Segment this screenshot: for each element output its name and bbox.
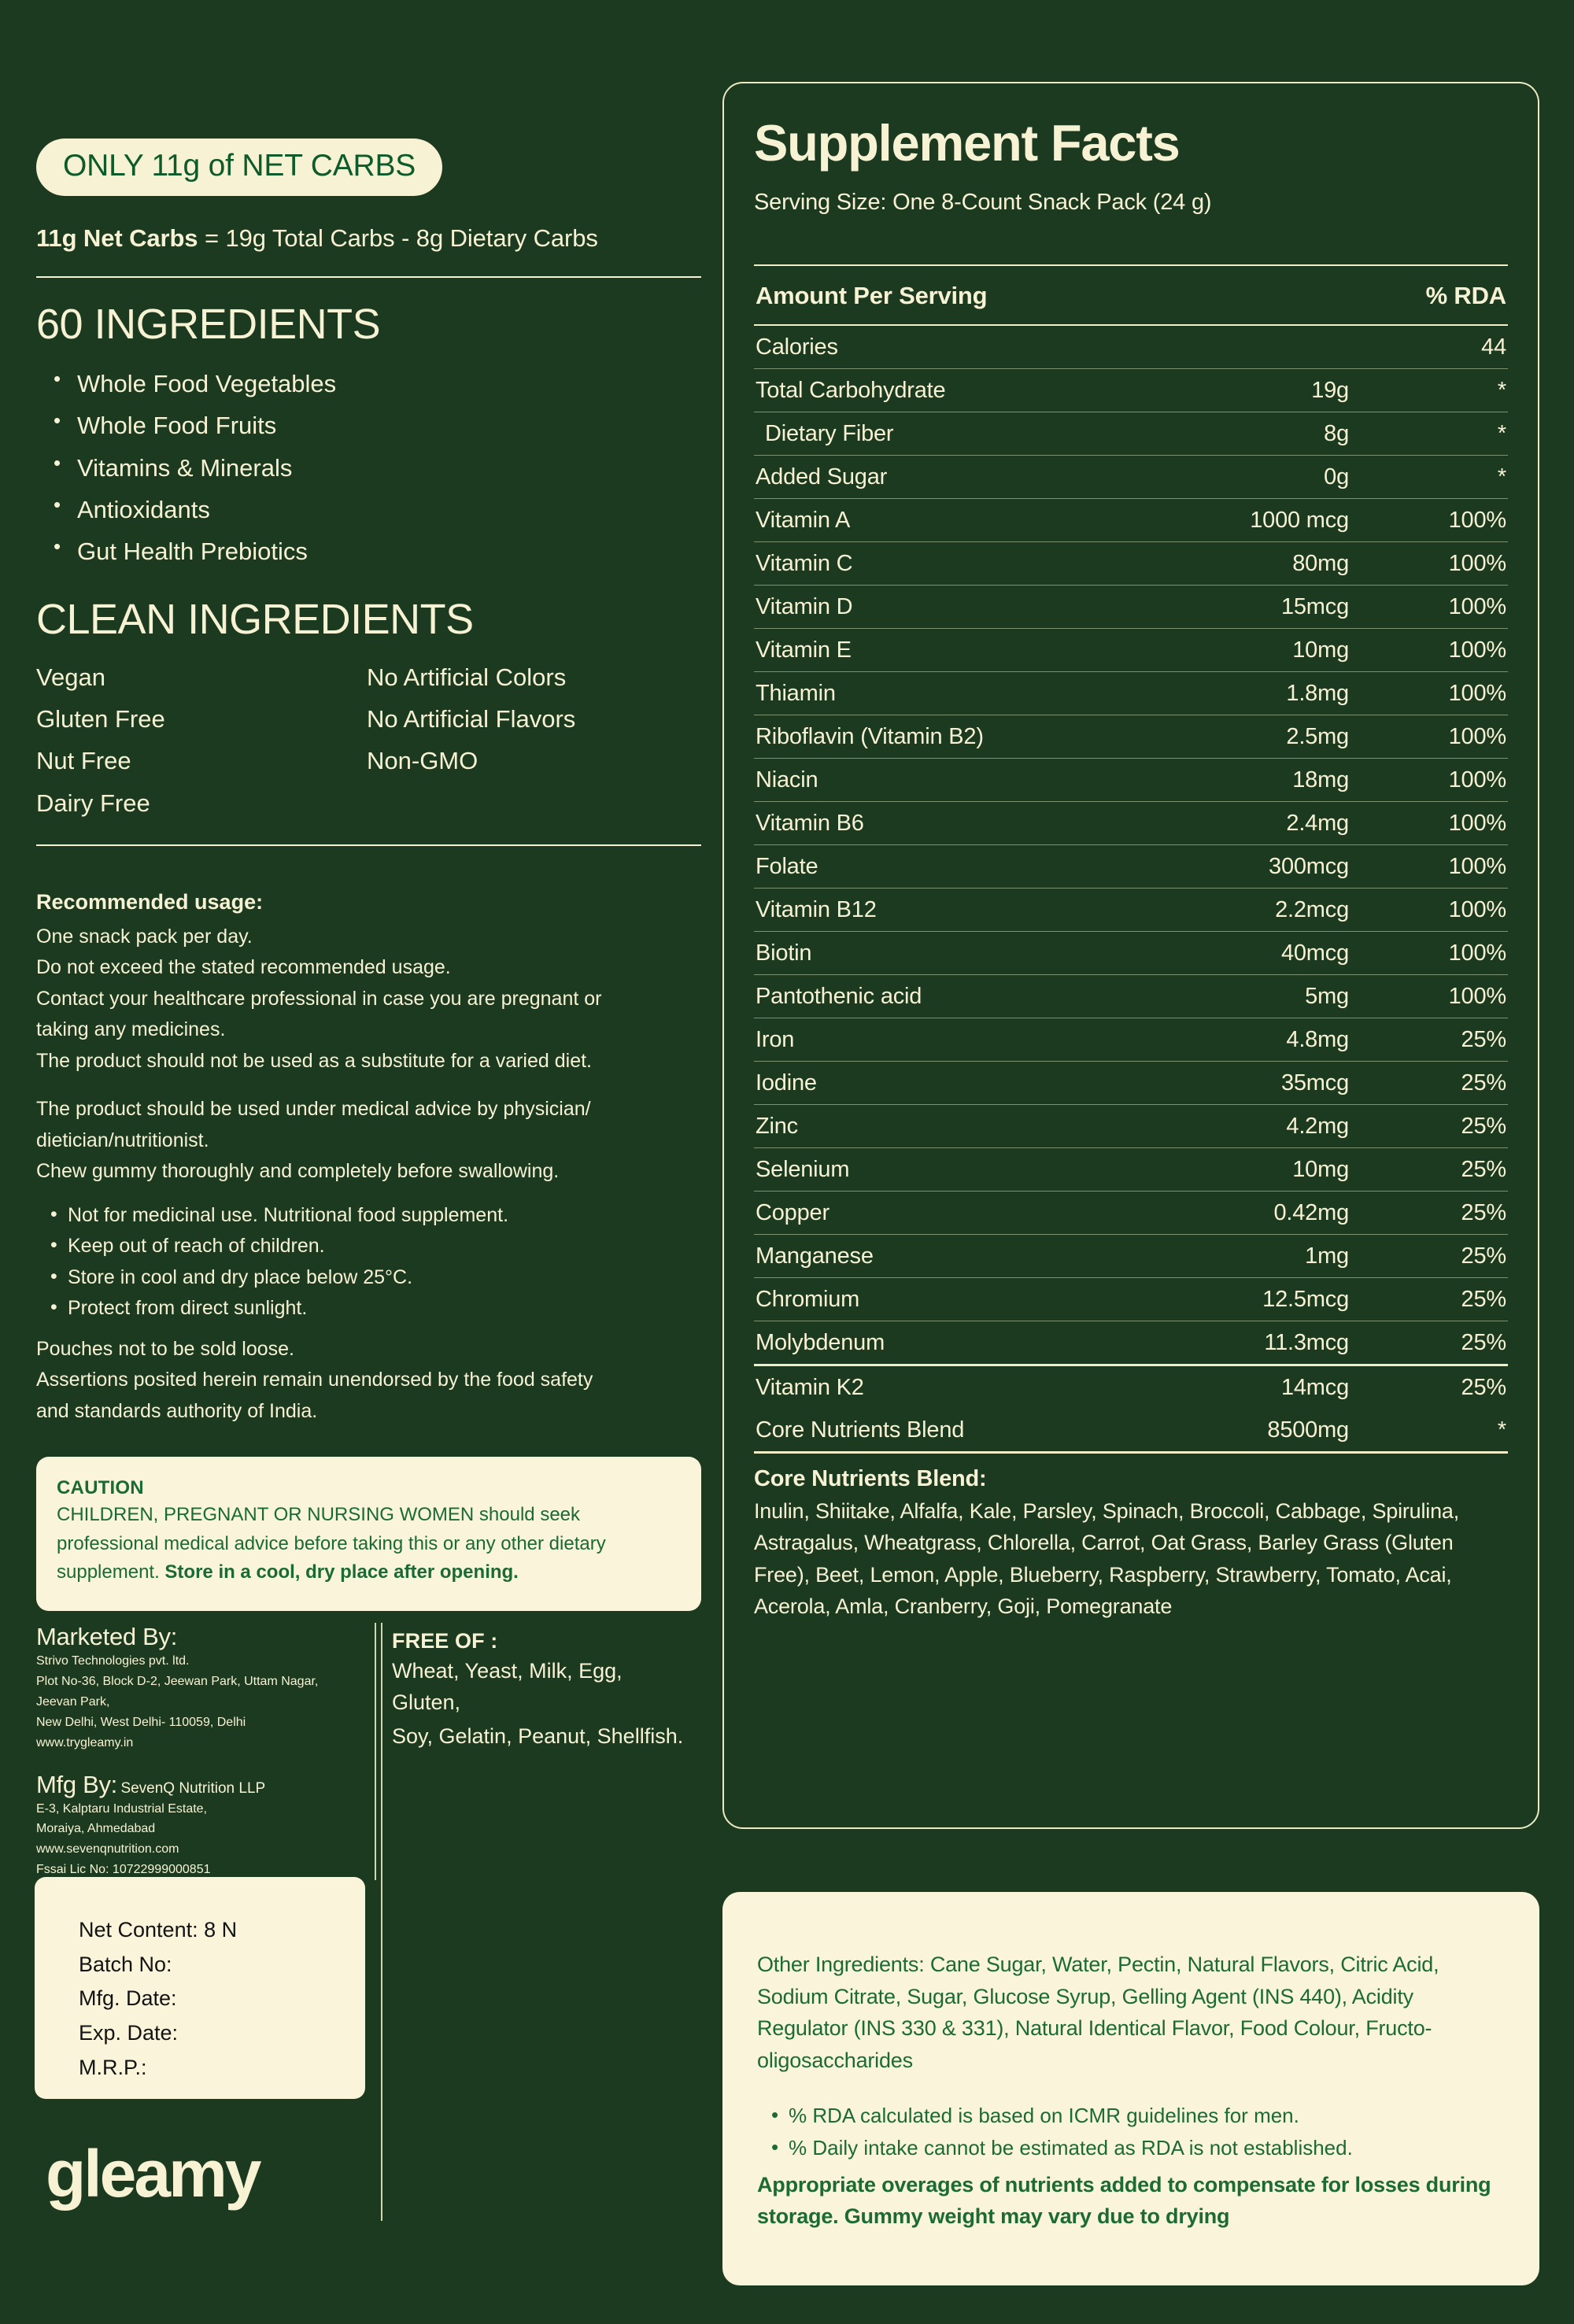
- list-item: • Protect from direct sunlight.: [36, 1293, 701, 1325]
- nutrient-amount: 0.42mg: [1143, 1191, 1404, 1234]
- table-row: [754, 585, 1508, 628]
- nutrient-amount: 0g: [1143, 455, 1404, 498]
- nutrient-amount: 4.8mg: [1143, 1018, 1404, 1061]
- clean-attr-non-gmo: Non-GMO: [367, 747, 478, 775]
- clean-attr-no-artificial-flavors: No Artificial Flavors: [367, 704, 576, 733]
- nutrient-amount: 1mg: [1143, 1234, 1404, 1277]
- table-row: [754, 1018, 1508, 1061]
- net-content-box: [35, 1877, 365, 2099]
- divider-under-clean: [36, 844, 701, 846]
- nutrient-name: Vitamin B12: [754, 888, 1143, 931]
- exp-date-line: Exp. Date:: [79, 2021, 179, 2045]
- table-row: [754, 498, 1508, 541]
- nutrient-rda: 25%: [1404, 1018, 1508, 1061]
- clean-attr-gluten-free: Gluten Free: [36, 704, 165, 733]
- table-row: [754, 844, 1508, 888]
- supplement-facts-panel: [722, 82, 1539, 1829]
- nutrient-amount: 8500mg: [1143, 1409, 1404, 1453]
- nutrient-amount: 2.2mcg: [1143, 888, 1404, 931]
- clean-attr-nut-free: Nut Free: [36, 747, 131, 775]
- recommended-usage-block: [36, 890, 701, 1428]
- company-info-zone: [36, 1623, 701, 1880]
- usage-title: Recommended usage:: [36, 889, 264, 914]
- marketed-by-title: Marketed By:: [36, 1623, 178, 1650]
- table-row: [754, 455, 1508, 498]
- usage-tail-line: and standards authority of India.: [36, 1399, 318, 1422]
- table-row: [754, 888, 1508, 931]
- table-row: [754, 412, 1508, 455]
- nutrient-rda: *: [1404, 412, 1508, 455]
- mfg-line: E-3, Kalptaru Industrial Estate,: [36, 1801, 207, 1816]
- nutrient-name: Folate: [754, 844, 1143, 888]
- clean-attr-spacer: [367, 782, 701, 824]
- serving-size: Serving Size: One 8-Count Snack Pack (24 g): [754, 189, 1212, 215]
- table-row: [754, 1234, 1508, 1277]
- list-item: • Whole Food Fruits: [36, 405, 701, 446]
- nutrient-rda: 25%: [1404, 1321, 1508, 1365]
- dietary-carbs-value: 8g Dietary Carbs: [416, 224, 598, 252]
- clean-attr-dairy-free: Dairy Free: [36, 789, 150, 817]
- clean-attributes-grid: [36, 656, 701, 824]
- nutrient-amount: 10mg: [1143, 1147, 1404, 1191]
- table-header-row: [754, 266, 1508, 324]
- table-row: [754, 1104, 1508, 1147]
- caution-box: [36, 1457, 701, 1610]
- other-bullet-list: [757, 2100, 1500, 2163]
- clean-attr-vegan: Vegan: [36, 663, 105, 691]
- nutrient-name: Vitamin K2: [756, 1374, 864, 1400]
- nutrient-name: Molybdenum: [754, 1321, 1143, 1365]
- list-item: • Not for medicinal use. Nutritional food supplement.: [36, 1200, 701, 1232]
- nutrient-rda: 25%: [1461, 1374, 1506, 1400]
- mfg-website: www.sevenqnutrition.com: [36, 1842, 179, 1857]
- brand-logo: gleamy: [46, 2137, 260, 2211]
- nutrient-rda: 100%: [1404, 974, 1508, 1018]
- net-content-line: Net Content: 8 N: [79, 1918, 238, 1942]
- rda-header: % RDA: [1425, 281, 1506, 309]
- table-row: [754, 326, 1508, 369]
- other-ingredients-box: [722, 1892, 1539, 2285]
- usage-spacer: [36, 1077, 701, 1094]
- nutrient-rda: *: [1404, 455, 1508, 498]
- nutrient-amount: 15mcg: [1143, 585, 1404, 628]
- table-row: [754, 368, 1508, 412]
- nutrient-rda: 100%: [1404, 931, 1508, 974]
- nutrient-rda: 25%: [1404, 1104, 1508, 1147]
- table-row: [754, 758, 1508, 801]
- nutrient-rda: *: [1404, 1409, 1508, 1453]
- net-carbs-equation: [36, 224, 701, 253]
- nutrient-amount: 19g: [1143, 368, 1404, 412]
- caution-body-text: CHILDREN, PREGNANT OR NURSING WOMEN should seek professional medical advice before taking this or any other dietary supplement.: [57, 1504, 606, 1583]
- mrp-line: M.R.P.:: [79, 2055, 147, 2079]
- marketed-by-line: New Delhi, West Delhi- 110059, Delhi: [36, 1715, 246, 1729]
- nutrient-rda: 100%: [1404, 628, 1508, 671]
- table-row: [754, 541, 1508, 585]
- nutrient-name: Chromium: [754, 1277, 1143, 1321]
- usage-line: Do not exceed the stated recommended usage.: [36, 956, 451, 979]
- nutrient-rda: 100%: [1404, 541, 1508, 585]
- caution-body: [57, 1501, 681, 1587]
- nutrient-amount: 12.5mcg: [1143, 1277, 1404, 1321]
- nutrient-name: Iodine: [754, 1061, 1143, 1104]
- table-row: [754, 1061, 1508, 1104]
- mfg-by-title: Mfg By:: [36, 1770, 117, 1798]
- supplement-facts-table: [754, 326, 1508, 1454]
- mfg-by-header-row: [36, 1771, 360, 1799]
- table-row: [754, 1277, 1508, 1321]
- nutrient-name: Vitamin C: [754, 541, 1143, 585]
- ingredient-bullet-list: [36, 363, 701, 573]
- usage-tail-line: Pouches not to be sold loose.: [36, 1337, 295, 1360]
- nutrient-rda: 25%: [1404, 1277, 1508, 1321]
- marketed-by-line: Plot No-36, Block D-2, Jeewan Park, Uttam Nagar, Jeevan Park,: [36, 1674, 319, 1709]
- divider-under-carbs: [36, 276, 701, 278]
- clean-attr-no-artificial-colors: No Artificial Colors: [367, 663, 567, 691]
- nutrient-rda: 44: [1404, 326, 1508, 369]
- free-of-block: [392, 1623, 691, 1880]
- nutrient-name: Thiamin: [754, 671, 1143, 715]
- nutrient-name: Riboflavin (Vitamin B2): [754, 715, 1143, 758]
- nutrient-amount: 5mg: [1143, 974, 1404, 1018]
- table-row: [754, 1191, 1508, 1234]
- nutrient-name: Total Carbohydrate: [754, 368, 1143, 412]
- nutrient-rda: 25%: [1404, 1147, 1508, 1191]
- usage-line: One snack pack per day.: [36, 925, 253, 948]
- table-row: [754, 1409, 1508, 1453]
- overage-note: Appropriate overages of nutrients added to compensate for losses during storage. Gummy weight may vary due to drying: [757, 2173, 1491, 2229]
- nutrient-name: Biotin: [754, 931, 1143, 974]
- table-row: [754, 671, 1508, 715]
- core-nutrients-blend-text: Inulin, Shiitake, Alfalfa, Kale, Parsley, Spinach, Broccoli, Cabbage, Spirulina, Astragalus, Wheatgrass, Chlorella, Carrot, Oat Grass, Barley Grass (Gluten Free), Beet, Lemon, Apple, Blueberry, Raspberry, Strawberry, Tomato, Acai, Acerola, Amla, Cranberry, Goji, Pomegranate: [754, 1498, 1460, 1619]
- batch-no-line: Batch No:: [79, 1952, 172, 1976]
- mfg-date-line: Mfg. Date:: [79, 1986, 177, 2011]
- table-row: [754, 1321, 1508, 1365]
- other-ingredients-text: Other Ingredients: Cane Sugar, Water, Pectin, Natural Flavors, Citric Acid, Sodium Citrate, Sugar, Glucose Syrup, Gelling Agent (INS 440), Acidity Regulator (INS 330 & 331), Natural Identical Flavor, Food Colour, Fructo-oligosaccharides: [757, 1953, 1439, 2072]
- nutrient-amount: 2.4mg: [1143, 801, 1404, 844]
- fssai-license: Fssai Lic No: 10722999000851: [36, 1863, 211, 1877]
- nutrient-name: Selenium: [754, 1147, 1143, 1191]
- list-item: • Vitamins & Minerals: [36, 447, 701, 489]
- nutrient-amount: 14mcg: [1280, 1374, 1349, 1400]
- nutrient-name: Vitamin D: [754, 585, 1143, 628]
- nutrient-name: Core Nutrients Blend: [754, 1409, 1143, 1453]
- usage-tail-line: Assertions posited herein remain unendorsed by the food safety: [36, 1369, 593, 1391]
- nutrient-amount: 300mcg: [1143, 844, 1404, 888]
- usage-line: taking any medicines.: [36, 1018, 226, 1041]
- nutrient-name: Manganese: [754, 1234, 1143, 1277]
- list-item: • Antioxidants: [36, 489, 701, 530]
- list-item: • Store in cool and dry place below 25°C.: [36, 1262, 701, 1294]
- usage-bullet-list: [36, 1200, 701, 1325]
- mfg-company-name: SevenQ Nutrition LLP: [120, 1779, 266, 1797]
- nutrient-amount: 1.8mg: [1143, 671, 1404, 715]
- amount-per-serving-header: Amount Per Serving: [756, 281, 988, 309]
- minus-sign: -: [394, 224, 416, 252]
- nutrient-amount: 4.2mg: [1143, 1104, 1404, 1147]
- nutrient-amount: 2.5mg: [1143, 715, 1404, 758]
- free-of-line: Soy, Gelatin, Peanut, Shellfish.: [392, 1724, 684, 1748]
- nutrient-name: Vitamin E: [754, 628, 1143, 671]
- clean-ingredients-heading: CLEAN INGREDIENTS: [36, 595, 474, 643]
- table-row: [754, 801, 1508, 844]
- equals-sign: =: [198, 224, 226, 252]
- nutrient-amount: 80mg: [1143, 541, 1404, 585]
- marketed-by-line: Strivo Technologies pvt. ltd.: [36, 1654, 190, 1668]
- nutrient-name: Dietary Fiber: [754, 412, 1143, 455]
- nutrient-rda: 100%: [1404, 801, 1508, 844]
- nutrient-name: Pantothenic acid: [754, 974, 1143, 1018]
- usage-line: Chew gummy thoroughly and completely before swallowing.: [36, 1160, 560, 1183]
- list-item: • Keep out of reach of children.: [36, 1231, 701, 1262]
- nutrient-rda: 100%: [1404, 671, 1508, 715]
- nutrient-rda: 100%: [1404, 498, 1508, 541]
- marketed-by-website: www.trygleamy.in: [36, 1735, 134, 1749]
- net-carbs-value: 11g Net Carbs: [36, 224, 198, 252]
- list-item: • % RDA calculated is based on ICMR guidelines for men.: [757, 2100, 1500, 2132]
- nutrient-name: Copper: [754, 1191, 1143, 1234]
- caution-body-bold: Store in a cool, dry place after opening.: [164, 1561, 519, 1583]
- facts-table-body: [754, 326, 1508, 1453]
- nutrient-rda: *: [1404, 368, 1508, 412]
- nutrient-rda: 25%: [1404, 1234, 1508, 1277]
- usage-line: dietician/nutritionist.: [36, 1129, 209, 1151]
- table-row: [754, 715, 1508, 758]
- nutrient-rda: 100%: [1404, 585, 1508, 628]
- list-item: • Whole Food Vegetables: [36, 363, 701, 405]
- table-row: [754, 974, 1508, 1018]
- list-item: • Gut Health Prebiotics: [36, 530, 701, 572]
- nutrient-name: Zinc: [754, 1104, 1143, 1147]
- usage-line: The product should be used under medical advice by physician/: [36, 1098, 591, 1121]
- nutrient-amount: 11.3mcg: [1143, 1321, 1404, 1365]
- left-column: [36, 139, 701, 1611]
- info-vertical-divider: [375, 1623, 376, 1880]
- nutrient-amount: 18mg: [1143, 758, 1404, 801]
- nutrient-rda: 100%: [1404, 888, 1508, 931]
- nutrient-name: Niacin: [754, 758, 1143, 801]
- table-row: [754, 1147, 1508, 1191]
- nutrient-name: Iron: [754, 1018, 1143, 1061]
- nutrient-rda: 25%: [1404, 1191, 1508, 1234]
- net-carbs-badge: ONLY 11g of NET CARBS: [36, 139, 442, 196]
- nutrient-name: Added Sugar: [754, 455, 1143, 498]
- table-row: [754, 1365, 1508, 1409]
- free-of-title: FREE OF :: [392, 1629, 498, 1653]
- nutrient-amount: [1143, 326, 1404, 369]
- panel-title: Supplement Facts: [754, 114, 1180, 172]
- nutrient-amount: 40mcg: [1143, 931, 1404, 974]
- table-row: [754, 628, 1508, 671]
- list-item: • % Daily intake cannot be estimated as RDA is not established.: [757, 2132, 1500, 2164]
- table-row: [754, 931, 1508, 974]
- caution-title: CAUTION: [57, 1477, 144, 1499]
- nutrient-amount: 35mcg: [1143, 1061, 1404, 1104]
- nutrient-name: Vitamin B6: [754, 801, 1143, 844]
- nutrient-name: Vitamin A: [754, 498, 1143, 541]
- usage-line: The product should not be used as a substitute for a varied diet.: [36, 1049, 592, 1072]
- nutrient-name: Calories: [754, 326, 1143, 369]
- nutrient-amount: 8g: [1143, 412, 1404, 455]
- marketed-by-block: [36, 1623, 375, 1880]
- usage-line: Contact your healthcare professional in case you are pregnant or: [36, 987, 602, 1010]
- nutrient-rda: 25%: [1404, 1061, 1508, 1104]
- total-carbs-value: 19g Total Carbs: [225, 224, 395, 252]
- free-of-line: Wheat, Yeast, Milk, Egg, Gluten,: [392, 1659, 623, 1714]
- nutrient-rda: 100%: [1404, 844, 1508, 888]
- nutrient-rda: 100%: [1404, 715, 1508, 758]
- nutrient-rda: 100%: [1404, 758, 1508, 801]
- core-nutrients-blend-title: Core Nutrients Blend:: [754, 1465, 987, 1491]
- ingredients-heading: 60 INGREDIENTS: [36, 301, 381, 348]
- nutrient-amount: 10mg: [1143, 628, 1404, 671]
- mfg-line: Moraiya, Ahmedabad: [36, 1822, 156, 1836]
- nutrient-amount: 1000 mcg: [1143, 498, 1404, 541]
